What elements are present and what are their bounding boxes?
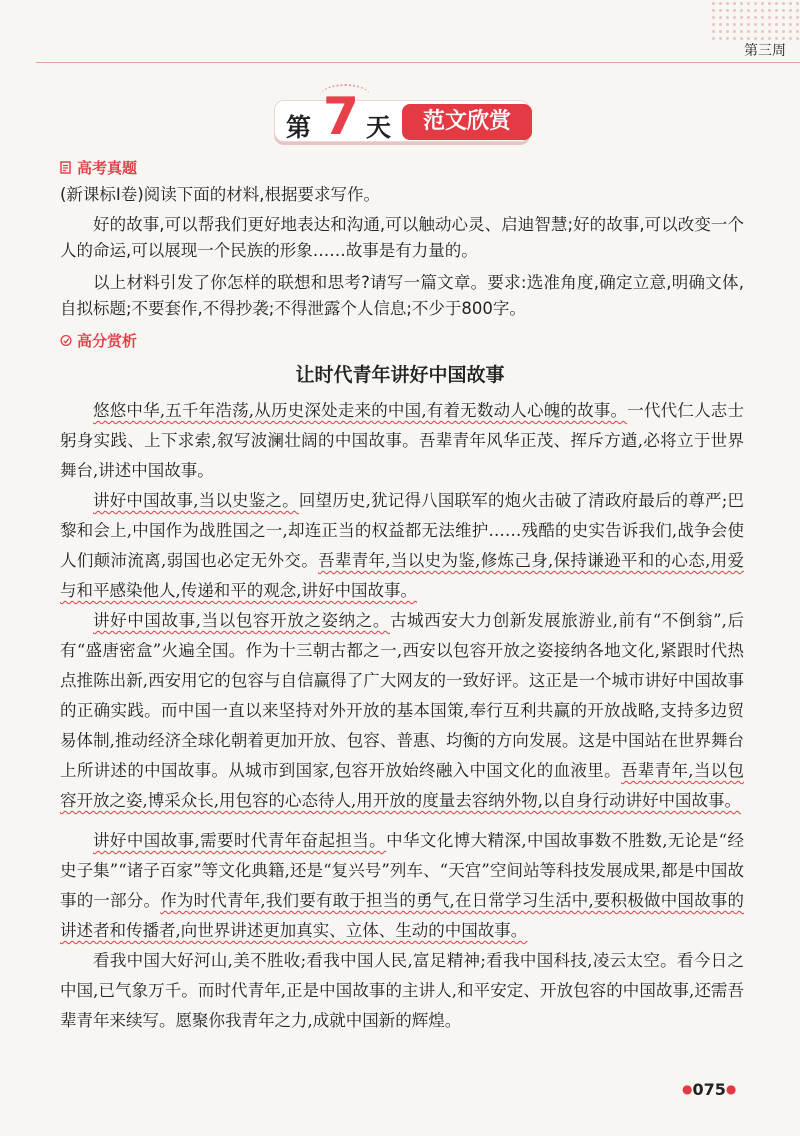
exam-paragraph-2: 以上材料引发了你怎样的联想和思考?请写一篇文章。要求:选准角度,确定立意,明确文体,自拟标题;不要套作,不得抄袭;不得泄露个人信息;不少于800字。: [60, 273, 744, 318]
page-number-text: 075: [692, 1080, 726, 1099]
essay-title: 让时代青年讲好中国故事: [295, 364, 505, 386]
essay-paragraph-5: 看我中国大好河山,美不胜收;看我中国人民,富足精神;看我中国科技,凌云太空。看今日之中国,已气象万千。而时代青年,正是中国故事的主讲人,和平安定、开放包容的中国故事,还需吾辈青年来续写。愿聚你我青年之力,成就中国新的辉煌。: [60, 951, 744, 1030]
header-divider: [36, 62, 800, 63]
page-number: ●075●: [682, 1080, 737, 1099]
essay-p4-text: 中华文化博大精深,中国故事数不胜数,无论是“经史子集”“诸子百家”等文化典籍,还是“复兴号”列车、“天宫”空间站等科技发展成果,都是中国故事的一部分。: [60, 831, 744, 910]
essay-p4-lead: 讲好中国故事,需要时代青年奋起担当。: [93, 831, 387, 850]
essay-p3-lead: 讲好中国故事,当以包容开放之姿纳之。: [93, 611, 390, 630]
essay-p3-text: 古城西安大力创新发展旅游业,前有“不倒翁”,后有“盛唐密盒”火遍全国。作为十三朝古都之一,西安以包容开放之姿接纳各地文化,紧跟时代热点推陈出新,西安用它的包容与自信赢得了广大网友的一致好评。这正是一个城市讲好中国故事的正确实践。而中国一直以来坚持对外开放的基本国策,奉行互利共赢的开放战略,支持多边贸易体制,推动经济全球化朝着更加开放、包容、普惠、均衡的方向发展。这是中国站在世界舞台上所讲述的中国故事。从城市到国家,包容开放始终融入中国文化的血液里。: [60, 611, 744, 780]
analysis-icon: [60, 334, 72, 347]
week-label: 第三周: [744, 43, 786, 59]
banner-suffix: 天: [366, 113, 392, 142]
exam-heading: [60, 157, 137, 178]
banner-day-number: 7: [322, 87, 360, 147]
banner-title: 范文欣赏: [402, 104, 532, 140]
essay-paragraph-3: [60, 606, 744, 816]
banner-prefix: 第: [286, 113, 312, 142]
day-banner: [274, 87, 534, 147]
document-icon: [60, 161, 72, 174]
essay-p1-underlined: 悠悠中华,五千年浩荡,从历史深处走来的中国,有着无数动人心魄的故事。: [93, 401, 628, 420]
exam-heading-text: 高考真题: [77, 159, 138, 177]
decorative-dot-pattern: [710, 0, 800, 40]
exam-paragraph-1: 好的故事,可以帮我们更好地表达和沟通,可以触动心灵、启迪智慧;好的故事,可以改变一个人的命运,可以展现一个民族的形象……故事是有力量的。: [60, 215, 744, 260]
essay-p2-lead: 讲好中国故事,当以史鉴之。: [93, 491, 299, 510]
essay-p4-underlined: 作为时代青年,我们要有敢于担当的勇气,在日常学习生活中,要积极做中国故事的讲述者和传播者,向世界讲述更加真实、立体、生动的中国故事。: [60, 891, 744, 940]
analysis-heading: [60, 330, 137, 351]
exam-intro: (新课标Ⅰ卷)阅读下面的材料,根据要求写作。: [60, 185, 380, 204]
essay-paragraph-1: [60, 396, 744, 486]
essay-p3-underlined: 吾辈青年,当以包容开放之姿,博采众长,用包容的心态待人,用开放的度量去容纳外物,以自身行动讲好中国故事。: [60, 761, 745, 810]
analysis-heading-text: 高分赏析: [77, 332, 138, 350]
essay-p1-text: 一代代仁人志士躬身实践、上下求索,叙写波澜壮阔的中国故事。吾辈青年风华正茂、挥斥方遒,必将立于世界舞台,讲述中国故事。: [60, 401, 744, 480]
essay-p2-underlined: 吾辈青年,当以史为鉴,修炼己身,保持谦逊平和的心态,用爱与和平感染他人,传递和平的观念,讲好中国故事。: [60, 551, 744, 600]
essay-paragraph-2: [60, 486, 744, 606]
essay-paragraph-4: [60, 826, 744, 946]
essay-p2-text: 回望历史,犹记得八国联军的炮火击破了清政府最后的尊严;巴黎和会上,中国作为战胜国之一,却连正当的权益都无法维护……残酷的史实告诉我们,战争会使人们颠沛流离,弱国也必定无外交。: [60, 491, 744, 570]
